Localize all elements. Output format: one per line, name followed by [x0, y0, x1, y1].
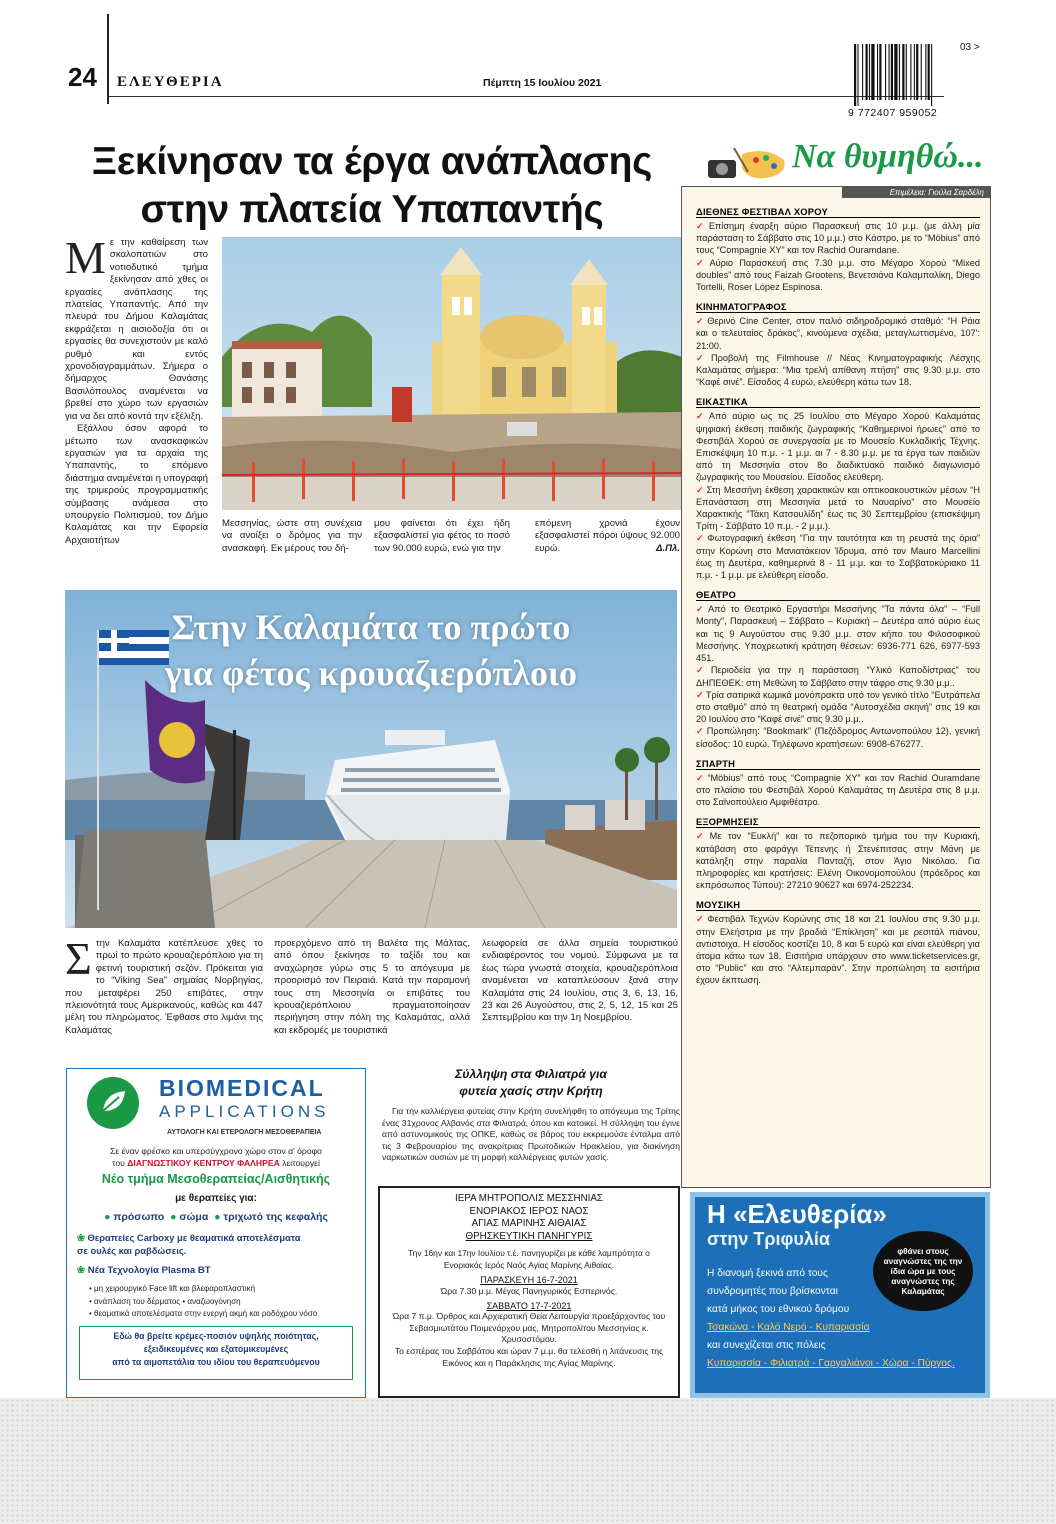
church-line4: ΘΡΗΣΚΕΥΤΙΚΗ ΠΑΝΗΓΥΡΙΣ	[465, 1230, 593, 1242]
biomedical-brand-2: APPLICATIONS	[159, 1102, 330, 1121]
page-number: 24	[68, 62, 97, 92]
check-icon: ✓	[696, 316, 706, 327]
check-icon: ✓	[696, 831, 708, 842]
check-icon: ✓	[696, 665, 709, 676]
article2-column-1-text: την Καλαμάτα κατέπλευσε χθες το πρωί το πρώτο κρουαζιερόπλοιο για τη φετινή τουριστική σεζόν. Πρόκειται για το “Viking Sea” σημαίας Νορβηγίας, που μεταφέρει 250 επιβάτες, στην πλειονότητά τους Αμερικανούς, καθώς και 447 μέλη του πληρώματος. Έφθασε στο λιμάνι της Καλαμάτας	[65, 938, 263, 1036]
church-day1: ΠΑΡΑΣΚΕΥΗ 16-7-2021	[480, 1275, 578, 1286]
arrest-body: Για την καλλιέργεια φυτείας στην Κρήτη συνελήφθη το απόγευμα της Τρίτης ένας 31χρονος Αλβανός στα Φιλιατρά, όπου και κατοικεί. Η σύλληψη του έγινε από αστυνομικούς της ΟΠΚΕ, καθώς σε βάρος του εκκρεμούσε ένταλμα από τις 3 Φεβρουαρίου της ανακρίτριας Πρωτοδικών Ηρακλείου, για διακίνηση ναρκωτικών ουσιών με τη μορφή καλλιέργειας φυτών χασίς.	[382, 1106, 680, 1163]
church-day2: ΣΑΒΒΑΤΟ 17-7-2021	[486, 1301, 572, 1312]
biomedical-footer-2: εξειδικευμένες και εξατομικευμένες	[143, 1344, 289, 1354]
barcode-bar	[925, 44, 926, 100]
barcode-bar	[928, 44, 930, 100]
carboxy-text	[77, 1231, 307, 1257]
check-icon: ✓	[696, 533, 706, 544]
article1-title	[62, 138, 682, 234]
remember-item	[696, 315, 980, 352]
barcode	[848, 42, 988, 120]
cruise-photo-title	[65, 604, 677, 696]
article1-title-line2: στην πλατεία Υπαπαντής	[140, 188, 604, 231]
remember-item	[696, 532, 980, 581]
remember-section-heading: ΕΞΟΡΜΗΣΕΙΣ	[696, 816, 980, 828]
page-bottom-margin	[0, 1398, 1056, 1524]
barcode-bar	[869, 44, 870, 100]
plasma-bullet-icon: ❀	[77, 1265, 86, 1276]
intro-part-c: λειτουργεί	[282, 1158, 320, 1168]
cruise-photo	[65, 590, 677, 928]
check-icon: ✓	[696, 484, 705, 495]
intro-part-b: ΔΙΑΓΝΩΣΤΙΚΟΥ ΚΕΝΤΡΟΥ ΦΑΛΗΡΕΑ	[127, 1158, 280, 1168]
remember-item	[696, 220, 980, 257]
article1-column-3: μου φαίνεται ότι έχει ήδη εξασφαλιστεί για φέτος το ποσό των 90.000 ευρώ, ενώ για την	[374, 518, 510, 554]
biomedical-intro-2	[67, 1157, 365, 1169]
remember-editor: Επιμέλεια: Γιούλα Σαρδέλη	[842, 187, 990, 198]
remember-item-text: “Möbius” από τους “Compagnie XY” και τον Rachid Ouramdane στο πλαίσιο του Φεστιβάλ Χορού Καλαμάτας τη Δευτέρα στις 8 μ.μ. στο Σαϊνοπούλειο Αμφιθέατρο.	[696, 772, 981, 808]
barcode-bar	[916, 44, 918, 100]
church-day1-text: Ώρα 7.30 μ.μ. Μέγας Πανηγυρικός Εσπερινός.	[440, 1286, 618, 1297]
check-icon: ✓	[696, 772, 706, 783]
remember-sections	[682, 206, 990, 987]
article1-title-line1: Ξεκίνησαν τα έργα ανάπλασης	[91, 140, 653, 183]
remember-item-text: Από αύριο ως τις 25 Ιουλίου στο Μέγαρο Χορού Καλαμάτας ψηφιακή έκθεση παιδικής ζωγραφικής “Καθημερινοί ήρωες” από το Φεστιβάλ Χορού σε συνεργασία με το Μουσείο Κυκλαδικής Τέχνης. Επισκέψιμη 10 π.μ. - 1 μ.μ. αι 7 - 8.30 μ.μ. με τα έργα των παιδιών από τη Μεσσηνία στον 8ο διαδικτυακό παιδικό διαγωνισμό ζωγραφικής του Μουσείου. Είσοδος ελεύθερη.	[696, 411, 980, 483]
header-left-rule	[107, 14, 109, 104]
church-line1: ΙΕΡΑ ΜΗΤΡΟΠΟΛΙΣ ΜΕΣΣΗΝΙΑΣ	[455, 1193, 603, 1204]
church-day2-text: Ώρα 7 π.μ. Όρθρος και Αρχιερατική Θεία Λειτουργία προεξάρχοντος του Σεβασμιωτάτου Ποιμενάρχου μας, Μητροπολίτου Μεσσηνίας κ. Χρυσοστόμου.	[392, 1311, 666, 1345]
check-icon: ✓	[696, 689, 704, 700]
church-notice	[378, 1186, 680, 1398]
remember-item	[696, 913, 980, 986]
remember-item-text: Επίσημη έναρξη αύριο Παρασκευή στις 10 μ.μ. (με άλλη μία παράσταση το Σάββατο στις 10 μ.μ.) στο Κάστρο, με το “Möbius” από τους “Compagnie XY” και τον Rachid Ouramdane.	[696, 221, 980, 256]
trifylia-route-2: Κυπαρισσία - Φιλιατρά - Γαργαλιάνοι - Χώρα - Πύργος.	[707, 1358, 955, 1369]
target-body: σώμα	[179, 1211, 209, 1223]
plasma-label: Νέα Τεχνολογία Plasma BT	[87, 1265, 211, 1276]
check-icon: ✓	[696, 257, 708, 268]
plasma-text	[77, 1265, 211, 1276]
barcode-bar	[914, 44, 915, 100]
biomedical-brand: BIOMEDICAL	[159, 1075, 325, 1101]
church-day2-more: Το εσπέρας του Σαββάτου και ώραν 7 μ.μ. θα τελεσθή η λιτάνευσις της Εικόνος και η Παράκλησις της Αγίας Μαρίνης.	[394, 1345, 664, 1368]
biomedical-footer-3: από τα αιμοπετάλια του ιδίου του θεραπευόμενου	[112, 1357, 320, 1367]
barcode-bar	[854, 44, 856, 106]
article1-column-1	[65, 232, 208, 547]
plasma-item-3: θεαματικά αποτελέσματα στην ενεργή ακμή και ροδόχρου νόσο	[94, 1309, 318, 1318]
trifylia-text-4: και συνεχίζεται στις πόλεις	[707, 1340, 826, 1351]
remember-item-text: Με τον “Ευκλή” και το πεζοπορικό τμήμα του την Κυριακή, κατάβαση στο φαράγγι Τέπενης ή Στενέπιτσας στην Μάνη με κατάληξη στην παραλία Πανταζή, στον Άγιο Νικόλαο. Για πληροφορίες και κρατήσεις: Ελένη Οικονομοπούλου (πρόεδρος και εκπρόσωπος Τύπου): 27210 90627 και 6974-252234.	[696, 831, 980, 891]
masthead: ΕΛΕΥΘΕΡΙΑ	[117, 74, 224, 90]
article2-column-1	[65, 933, 263, 1037]
remember-item	[696, 689, 980, 726]
barcode-bar	[906, 44, 907, 100]
biomedical-ad	[66, 1068, 366, 1398]
remember-section-heading: ΘΕΑΤΡΟ	[696, 589, 980, 601]
cruise-title-line1: Στην Καλαμάτα το πρώτο	[171, 607, 571, 647]
article1-paragraph-2: Εξάλλου όσον αφορά το μέτωπο των ανασκαφικών εργασιών για τα αρχαία της Υπαπαντής, το επόμενο διάστημα αναμένεται η υπογραφή της τριμερούς προγραμματικής σύμβασης ανάμεσα στο υπουργείο Πολιτισμού, τον Δήμο Καλαμάτας και την Εφορεία Αρχαιοτήτων	[65, 423, 208, 546]
remember-title: Να θυμηθώ...	[792, 138, 984, 175]
biomedical-intro	[67, 1145, 365, 1169]
barcode-bar	[902, 44, 904, 100]
barcode-bar	[879, 44, 881, 100]
church-intro: Την 16ην και 17ην Ιουλίου τ.έ. πανηγυρίζει με κάθε λαμπρότητα ο Ενοριακός Ιερός Ναός Αγίας Μαρίνης Αιθαίας.	[408, 1248, 650, 1270]
barcode-bar	[862, 44, 863, 100]
remember-item	[696, 772, 980, 809]
header-date: Πέμπτη 15 Ιουλίου 2021	[483, 77, 602, 89]
remember-item-text: Φωτογραφική έκθεση “Για την ταυτότητα και τη ρευστά της όρια” στην Κορώνη στο Μανιατάκειον Ίδρυμα, από τον Mauro Marcellini έως τη Δευτέρα, καθημερινά 8 - 11 μ.μ. και το Σαββατοκύριακο 11 π.μ. - 1 μ.μ. με ελεύθερη είσοδο.	[696, 533, 981, 581]
trifylia-text-3: κατά μήκος του εθνικού δρόμου	[707, 1304, 850, 1315]
remember-item-text: Προβολή της Filmhouse // Νέας Κινηματογραφικής Λέσχης Καλαμάτας σήμερα: “Μια τρελή απίθανη πτήση” στις 9.30 μ.μ. στο “Καφέ σινέ”. Είσοδος 4 ευρώ, ελεύθερη κάτω των 18.	[696, 352, 980, 388]
remember-item-text: Προπώληση: “Bookmark” (Πεζόδρομος Αντωνοπούλου 12), γενική είσοδος: 10 ευρώ. Τηλέφωνο κρατήσεων: 6908-676277.	[696, 726, 980, 749]
biomedical-targets: ● πρόσωπο ● σώμα ● τριχωτό της κεφαλής	[104, 1211, 328, 1223]
check-icon: ✓	[696, 604, 707, 615]
biomedical-intro-1: Σε έναν φρέσκο και υπερσύγχρονο χώρο στον α' όροφο	[110, 1146, 322, 1156]
barcode-bar	[866, 44, 868, 100]
remember-item	[696, 352, 980, 389]
remember-panel	[681, 186, 991, 1188]
remember-item	[696, 410, 980, 483]
arrest-title-line1: Σύλληψη στα Φιλιατρά για	[455, 1067, 607, 1081]
plasma-item-1: μη χειρουργικό Face lift και βλεφαροπλαστική	[94, 1284, 256, 1293]
barcode-bar	[889, 44, 890, 100]
trifylia-badge-text: φθάνει στους αναγνώστες της την ίδια ώρα με τους αναγνώστες της Καλαμάτας	[883, 1247, 963, 1296]
article2-column-3: λεωφορεία σε άλλα σημεία τουριστικού ενδιαφέροντος του νομού. Σύμφωνα με τα έως τώρα γνωστά στοιχεία, κρουαζιερόπλοια αναμένεται να καταπλεύσουν ξανά στην Καλαμάτα στις 24 Ιουλίου, στις 3, 6, 13, 16, 23 και 26 Αυγούστου, στις 2, 5, 12, 15 και 25 Σεπτεμβρίου και την 1η Νοεμβρίου.	[482, 938, 678, 1024]
church-heading	[380, 1188, 678, 1243]
remember-item-text: Από το Θεατρικό Εργαστήρι Μεσσήνης “Τα πάντα όλα” – “Full Monty”, Παρασκευή – Σάββατο – Κυριακή – Δευτέρα από αύριο έως και τις 9 Αυγούστου στις 9.30 μ.μ. στον κήπο του Φιλοσοφικού Μεσσήνης. Υποχρεωτική κράτηση θέσεων: 6936-771 626, 6977-593 451.	[696, 604, 980, 664]
barcode-bar	[885, 44, 886, 100]
church-line3: ΑΓΙΑΣ ΜΑΡΙΝΗΣ ΑΙΘΑΙΑΣ	[471, 1218, 587, 1229]
plasma-item-2: ανάπλαση του δέρματος • αναζωογόνηση	[94, 1296, 241, 1306]
barcode-bar	[877, 44, 878, 100]
remember-item-text: Φεστιβάλ Τεχνών Κορώνης στις 18 και 21 Ιουλίου στις 9.30 μ.μ. στην Ελεήστρια με την βραδιά “Επίκληση” και με ρεσιτάλ πιάνου, αντιστοιχα. Η είσοδος κοστίζει 10, 8 και 5 ευρώ και είναι ελεύθερη για άτομα κάτω των 18. Εισιτήρια υπάρχουν στο www.ticketservices.gr, στο “Public” και στο “Αλτεμπαράν”. Στην προπώληση τα εισιτήρια έχουν έκπτωση.	[696, 914, 980, 986]
palette-icon	[704, 142, 792, 186]
barcode-bar	[921, 44, 922, 100]
target-face: πρόσωπο	[113, 1211, 165, 1223]
article2-column-2: προερχόμενο από τη Βαλέτα της Μάλτας, από όπου ξεκίνησε το ταξίδι του και αναχώρησε γύρω στις 5 το απόγευμα με προορισμό τον Πειραιά. Κατά την παραμονή τους στη Μεσσηνία οι επιβάτες του κρουαζιερόπλοιου πραγματοποίησαν περιήγηση στην πόλη της Καλαμάτας, αλλά και εκδρομές με τουριστικά	[274, 938, 470, 1036]
plasma-item: • ανάπλαση του δέρματος • αναζωογόνηση	[89, 1296, 241, 1306]
plasma-item: • μη χειρουργικό Face lift και βλεφαροπλαστική	[89, 1284, 256, 1293]
remember-item-text: Τρία σατιρικά κωμικά μονόπρακτα υπό τον γενικό τίτλο “Ευτράπελα στο σταθμό” από τη θεατρική ομάδα “Αυτοσχέδια σκηνή” στις 19 και 20 Ιουλίου στο “Καφέ σινέ” στις 9.30 μ.μ..	[696, 689, 981, 725]
carboxy-label: Θεραπείες Carboxy με θεαματικά αποτελέσματα σε ουλές και ραβδώσεις.	[77, 1232, 301, 1256]
remember-header	[700, 136, 990, 188]
article1-column-4-text: επόμενη χρονιά έχουν εξασφαλιστεί πόροι ύψους 92.000 ευρώ.	[535, 518, 680, 554]
trifylia-box	[690, 1192, 990, 1398]
arrest-title-line2: φυτεία χασίς στην Κρήτη	[459, 1084, 603, 1098]
barcode-bar	[894, 44, 897, 100]
barcode-bar	[899, 44, 900, 100]
remember-item	[696, 664, 980, 688]
remember-item	[696, 257, 980, 294]
target-scalp: τριχωτό της κεφαλής	[223, 1211, 328, 1223]
remember-section-heading: ΔΙΕΘΝΕΣ ΦΕΣΤΙΒΑΛ ΧΟΡΟΥ	[696, 206, 980, 218]
barcode-bar	[891, 44, 893, 100]
church-line2: ΕΝΟΡΙΑΚΟΣ ΙΕΡΟΣ ΝΑΟΣ	[469, 1205, 589, 1217]
check-icon: ✓	[696, 914, 706, 925]
biomedical-footer-box	[79, 1326, 353, 1380]
barcode-number: 9 772407 959052	[848, 107, 938, 119]
church-photo	[222, 237, 682, 510]
arrest-title	[382, 1066, 680, 1100]
check-icon: ✓	[696, 411, 707, 422]
remember-item	[696, 603, 980, 664]
barcode-top-text: 03 >	[960, 42, 980, 53]
trifylia-subtitle: στην Τριφυλία	[707, 1229, 830, 1249]
plasma-list	[89, 1283, 317, 1321]
barcode-bar	[931, 44, 932, 106]
trifylia-route-1: Τσακώνα - Καλό Νερό - Κυπαρισσία	[707, 1322, 870, 1333]
remember-section-heading: ΜΟΥΣΙΚΗ	[696, 899, 980, 911]
trifylia-text-2: συνδρομητές που βρίσκονται	[707, 1286, 838, 1297]
remember-section-heading: ΚΙΝΗΜΑΤΟΓΡΑΦΟΣ	[696, 301, 980, 313]
carboxy-bullet-icon: ❀	[77, 1232, 85, 1243]
trifylia-text-1: Η διανομή ξεκινά από τους	[707, 1268, 828, 1279]
remember-section-heading: ΣΠΑΡΤΗ	[696, 758, 980, 770]
check-icon: ✓	[696, 352, 709, 363]
cruise-title-line2: για φέτος κρουαζιερόπλοιο	[164, 653, 578, 693]
article1-signature: Δ.Πλ.	[656, 543, 680, 555]
article1-column-4	[535, 518, 680, 556]
check-icon: ✓	[696, 221, 707, 231]
biomedical-subtitle: ΑΥΤΟΛΟΓΗ ΚΑΙ ΕΤΕΡΟΛΟΓΗ ΜΕΣΟΘΕΡΑΠΕΙΑ	[167, 1129, 322, 1136]
check-icon: ✓	[696, 726, 705, 737]
biomedical-headline: Νέο τμήμα Μεσοθεραπείας/Αισθητικής	[101, 1172, 331, 1186]
trifylia-title: Η «Ελευθερία»	[707, 1199, 887, 1229]
barcode-bar	[871, 44, 874, 100]
arrest-article	[382, 1066, 680, 1164]
header-rule	[109, 96, 944, 97]
article1-dropcap: Μ	[65, 232, 106, 283]
church-photo-image	[222, 237, 682, 510]
barcode-bar	[857, 44, 858, 106]
article1-intro: ε την καθαίρεση των σκαλοπατιών στο νοτιοδυτικό τμήμα ξεκίνησαν από χθες οι εργασίες ανάπλασης της πλατείας Υπαπαντής. Από την πλευρά του Δήμου Καλαμάτας εκφράζεται η αισιοδοξία ότι οι εργασίες θα συνεχιστούν με καλό ρυθμό και εντός χρονοδιαγραμμάτων. Σήμερα ο δήμαρχος Θανάσης Βασιλόπουλος αναμένεται να βρεθεί στο χώρο των εργασιών για να δει από κοντά την εξέλιξη.	[65, 237, 208, 422]
article1-column-2: Μεσσηνίας, ώστε στη συνέχεια να ανοίξει ο δρόμος για την ανασκαφή. Εκ μέρους του δή-	[222, 518, 362, 554]
biomedical-footer-1: Εδώ θα βρείτε κρέμες-ποσιόν υψηλής ποιότητας,	[113, 1331, 319, 1341]
barcode-bars	[852, 44, 962, 106]
remember-item-text: Στη Μεσσήνη έκθεση χαρακτικών και οπτικοακουστικών μέσων “Η Επανάσταση στη Μεσσηνία μετά το Ναυαρίνο” στο Μουσείο Χαρακτικής “Τάκη Κατσουλίδη” έως τις 30 Σεπτεμβρίου (επισκέψιμη Τρίτη - Σάββατο 10 π.μ. - 2 μ.μ.).	[696, 484, 981, 532]
remember-item	[696, 830, 980, 891]
remember-item-text: Αύριο Παρασκευή στις 7.30 μ.μ. στο Μέγαρο Χορού “Mixed doubles” από τους Faizah Grootens, Βενετσιάνα Καλαμπαλίκη, Diego Tortelli, Roser López Espinosa.	[696, 257, 980, 293]
biomedical-therapies: με θεραπείες για:	[175, 1193, 257, 1204]
remember-item	[696, 725, 980, 749]
remember-section-heading: ΕΙΚΑΣΤΙΚΑ	[696, 396, 980, 408]
plasma-item: • θεαματικά αποτελέσματα στην ενεργή ακμή και ροδόχρου νόσο	[89, 1309, 318, 1318]
trifylia-text	[707, 1265, 985, 1373]
article2-dropcap: Σ	[65, 933, 92, 984]
intro-part-a: του	[112, 1158, 125, 1168]
remember-item-text: Περιοδεία για την η παράσταση “Υλικό Καποδίστριας” του ΔΗΠΕΘΕΚ: στη Μεθώνη το Σάββατο στην τάφρο στις 9.30 μ.μ..	[696, 665, 980, 688]
remember-item	[696, 484, 980, 533]
leaf-logo-icon	[87, 1077, 139, 1129]
barcode-bar	[910, 44, 911, 100]
remember-item-text: Θερινό Cine Center, στον παλιό σιδηροδρομικό σταθμό: “Η Ράια και ο τελευταίος δράκος”, κινούμενα σχέδια, μεταγλωττισμένο, 107': 21:00.	[696, 316, 981, 351]
